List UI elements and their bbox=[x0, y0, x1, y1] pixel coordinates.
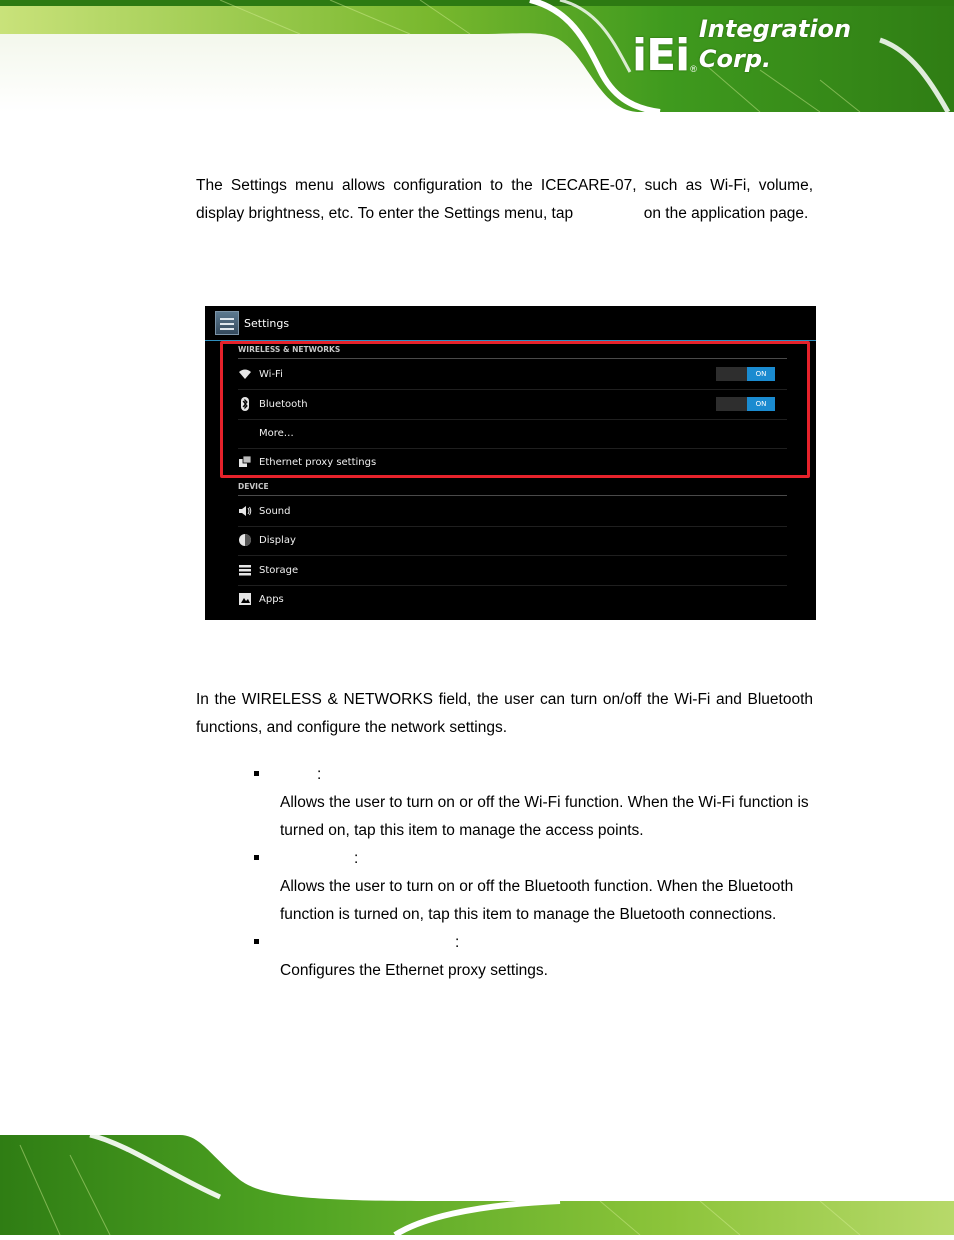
wireless-paragraph: In the WIRELESS & NETWORKS field, the user can turn on/off the Wi-Fi and Bluetooth functions, and configure the network settings. bbox=[196, 691, 813, 736]
row-label: Bluetooth bbox=[259, 399, 308, 410]
action-bar bbox=[205, 306, 816, 341]
toggle-state: ON bbox=[747, 397, 775, 411]
company-logo bbox=[632, 15, 922, 81]
bullet-desc: Allows the user to turn on or off the Bluetooth function. When the Bluetooth function is turned on, tap this item to manage the Bluetooth connections. bbox=[280, 878, 794, 923]
row-label: Wi-Fi bbox=[259, 369, 283, 380]
section-header-wireless: WIRELESS & NETWORKS bbox=[238, 342, 787, 359]
bullet-desc: Configures the Ethernet proxy settings. bbox=[280, 962, 548, 979]
bullet-colon: : bbox=[455, 934, 460, 951]
row-label: Ethernet proxy settings bbox=[259, 457, 377, 468]
row-label: Storage bbox=[259, 565, 299, 576]
bullet-colon: : bbox=[354, 850, 359, 867]
row-label: More… bbox=[259, 428, 294, 439]
intro-text-2: on the application page. bbox=[643, 205, 809, 222]
logo-mark: iEi bbox=[632, 30, 690, 81]
settings-row-apps[interactable] bbox=[238, 585, 787, 614]
wireless-highlight-box bbox=[220, 341, 810, 478]
bullet-marker bbox=[254, 771, 259, 776]
bullet-colon: : bbox=[317, 766, 322, 783]
settings-row-storage[interactable] bbox=[238, 556, 787, 586]
bullet-marker bbox=[254, 855, 259, 860]
apps-icon bbox=[238, 592, 252, 606]
section-header-device: DEVICE bbox=[238, 479, 787, 496]
intro-text-1: The Settings menu allows configuration to the ICECARE-07, such as Wi-Fi, volume, display brightness, etc. To enter the Settings menu, tap bbox=[196, 177, 813, 222]
row-label: Apps bbox=[259, 594, 284, 605]
brightness-icon bbox=[238, 533, 252, 547]
speaker-icon bbox=[238, 504, 252, 518]
logo-text: Integration Corp. bbox=[698, 15, 852, 73]
footer-banner bbox=[0, 1135, 954, 1235]
intro-paragraph bbox=[196, 172, 813, 228]
settings-app-icon[interactable] bbox=[215, 311, 239, 335]
header-banner bbox=[0, 0, 954, 112]
row-label: Sound bbox=[259, 506, 291, 517]
storage-icon bbox=[238, 563, 252, 577]
bullet-desc: Allows the user to turn on or off the Wi-Fi function. When the Wi-Fi function is turned on, tap this item to manage the access points. bbox=[280, 794, 809, 839]
toggle-state: ON bbox=[747, 367, 775, 381]
screen-title: Settings bbox=[244, 317, 290, 330]
settings-row-sound[interactable] bbox=[238, 497, 787, 527]
settings-row-display[interactable] bbox=[238, 526, 787, 556]
row-label: Display bbox=[259, 535, 296, 546]
footer-graphic bbox=[0, 1135, 954, 1235]
logo-registered: ® bbox=[690, 64, 697, 74]
bullet-marker bbox=[254, 939, 259, 944]
